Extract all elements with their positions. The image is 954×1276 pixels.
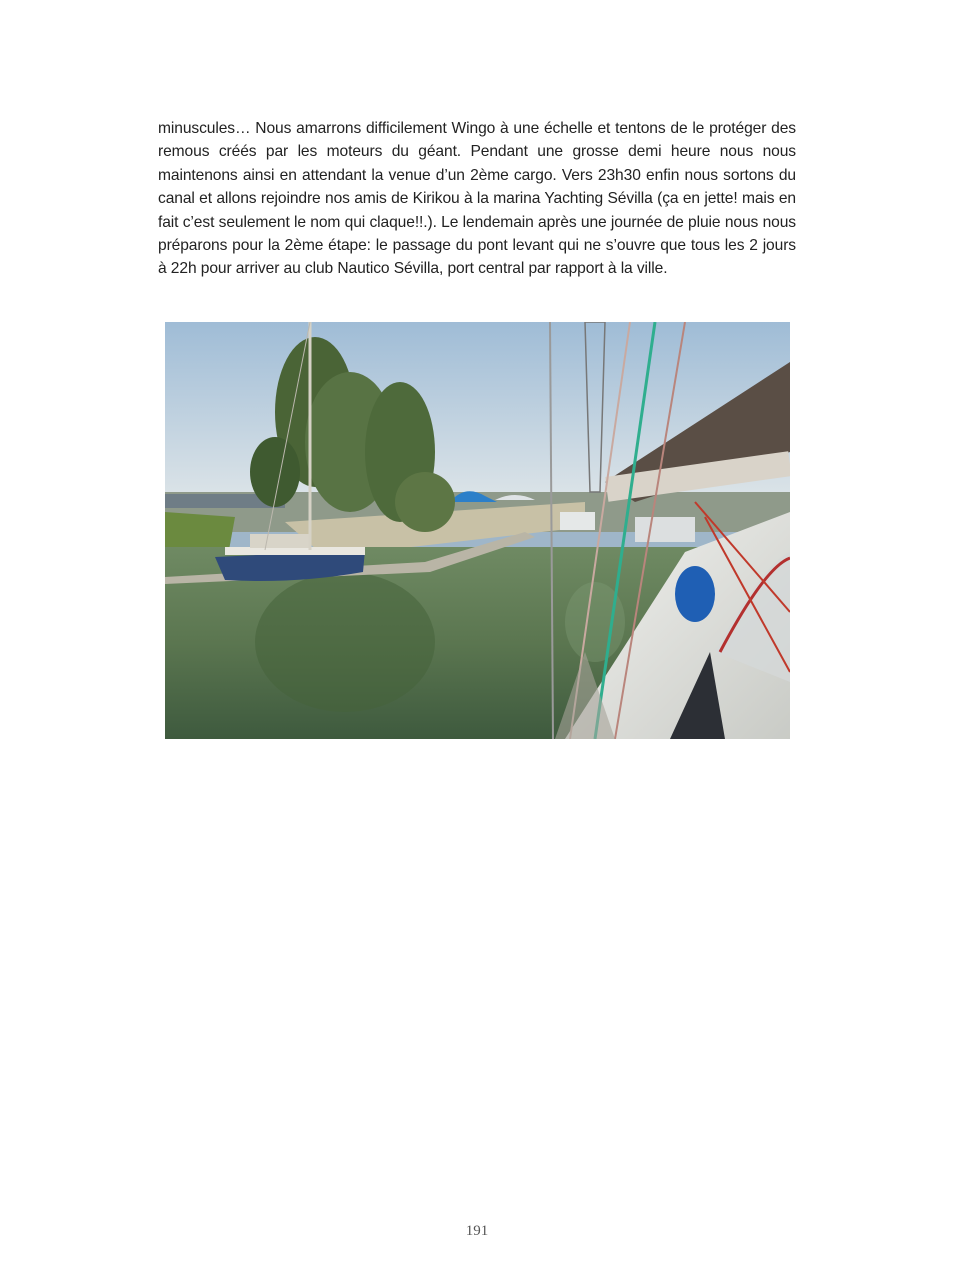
body-paragraph: minuscules… Nous amarrons difficilement Wingo à une échelle et tentons de le protéger des remous créés par les moteurs du géant. Pendant une grosse demi heure nous nous maintenons ainsi en attendant la venue d’un 2ème cargo. Vers 23h30 enfin nous sortons du canal et allons rejoindre nos amis de Kirikou à la marina Yachting Sévilla (ça en jette! mais en fait c’est seulement le nom qui claque!!.). Le lendemain après une journée de pluie nous nous préparons pour la 2ème étape: le passage du pont levant qui ne s’ouvre que tous les 2 jours à 22h pour arriver au club Nautico Sévilla, port central par rapport à la ville. — [158, 120, 796, 278]
blue-fender — [675, 566, 715, 622]
canal-marina-photo — [165, 322, 790, 739]
page-number: 191 — [465, 1223, 489, 1239]
photo-illustration — [165, 322, 790, 739]
